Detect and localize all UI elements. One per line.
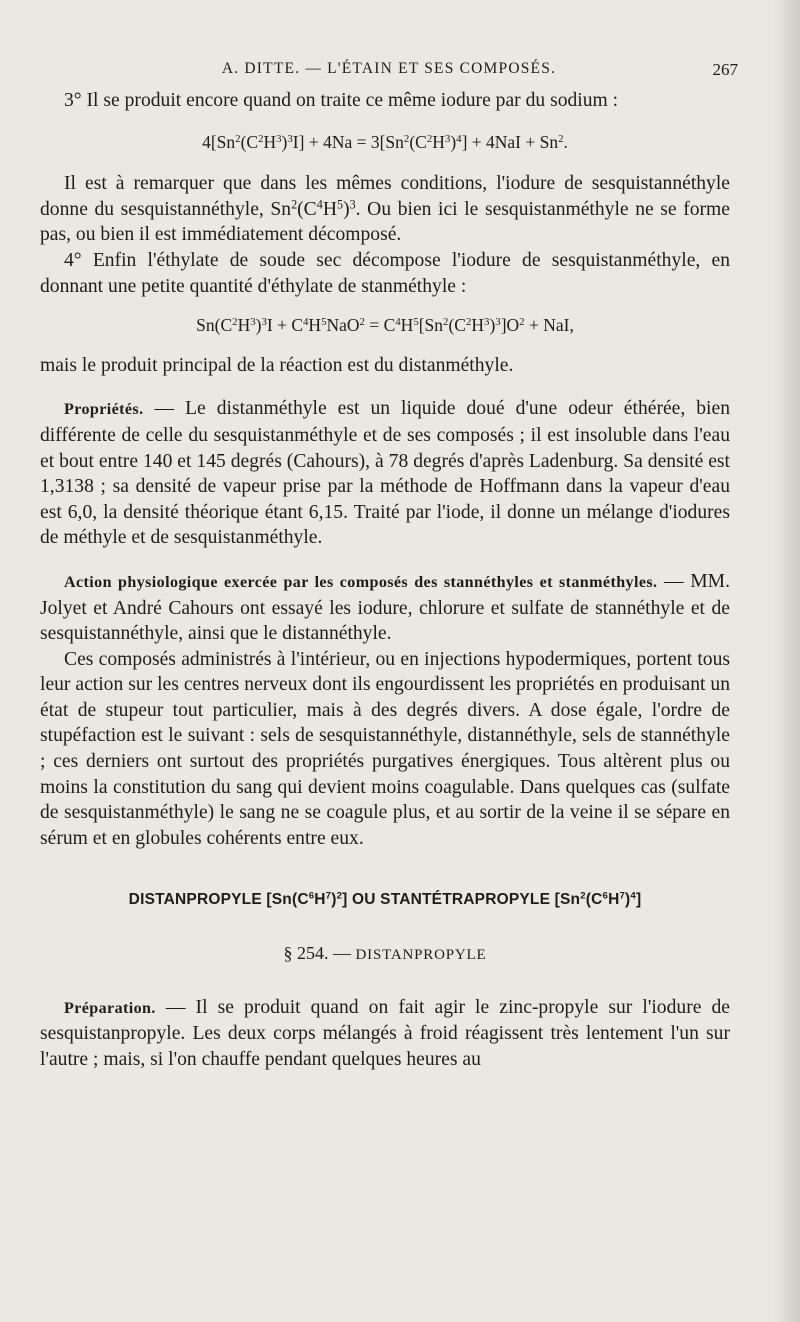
paragraph-preparation: Préparation. — Il se produit quand on fait agir le zinc-propyle sur l'iodure de sesquistanpropyle. Les deux corps mélangés à froid réagissent très lentement l'un sur l'autre ; mais, si l'on chauffe pendant quelques heures au	[40, 996, 730, 1070]
equation-sodium: $4[Sn^2(C^2H^3)^3I] + 4Na = 3[Sn^2(C^2H^3)^4] + 4NaI + Sn^2$.	[202, 131, 568, 152]
equation-ethylate: $Sn(C^2H^3)^3I + C^4H^5NaO^2 = C^4H^5[Sn^2(C^2H^3)^3]O^2$ + NaI,	[196, 315, 574, 336]
run-in-heading-properties: Propriétés.	[64, 401, 144, 419]
page-edge-shadow	[772, 0, 800, 1322]
run-in-heading-physiological: Action physiologique exercée par les composés des stannéthyles et stanméthyles.	[64, 573, 658, 591]
paragraph-physiological-action: Action physiologique exercée par les composés des stannéthyles et stanméthyles. — MM. Jolyet et André Cahours ont essayé les iodure, chlorure et sulfate de stannéthyle et de sesquistannéthyle, ainsi que le distannéthyle.	[40, 570, 730, 645]
paragraph-remark: Il est à remarquer que dans les mêmes conditions, l'iodure de sesquistannéthyle donne du sesquistannéthyle, $Sn^2(C^4H^5)^3$. Ou bien ici le sesquistanméthyle ne se forme pas, ou bien il est immédiatement décomposé.	[40, 173, 730, 246]
paragraph-ethylate: 4° Enfin l'éthylate de soude sec décompose l'iodure de sesquistanméthyle, en donnant une petite quantité d'éthylate de stanméthyle :	[40, 249, 730, 297]
section-number: § 254. — DISTANPROPYLE	[283, 943, 487, 964]
run-in-heading-preparation: Préparation.	[64, 999, 156, 1017]
paragraph-effects: Ces composés administrés à l'intérieur, ou en injections hypodermiques, portent tous leur action sur les centres nerveux dont ils engourdissent les propriétés en produisant un état de stupeur tout particulier, mais à des degrés divers. A dose égale, l'ordre de stupéfaction est le suivant : sels de sesquistannéthyle, distannéthyle, sels de stannéthyle ; ces derniers ont surtout des propriétés purgatives énergiques. Tous altèrent plus ou moins la constitution du sang qui devient moins coagulable. Dans quelques cas (sulfate de sesquistanméthyle) le sang ne se coagule plus, et au sortir de la veine il se sépare en sérum et en globules cohérents entre eux.	[40, 648, 730, 849]
paragraph-main-product: mais le produit principal de la réaction est du distanméthyle.	[40, 354, 514, 376]
running-title: A. DITTE. — L'ÉTAIN ET SES COMPOSÉS.	[221, 60, 557, 77]
section-title: DISTANPROPYLE $[Sn(C^6H^7)^2]$ OU STANTÉTRAPROPYLE $[Sn^2(C^6H^7)^4]$	[128, 891, 642, 909]
paragraph-properties: Propriétés. — Le distanméthyle est un liquide doué d'une odeur éthérée, bien différente de celle du sesquistanméthyle et de ses composés ; il est insoluble dans l'eau et bout entre 140 et 145 degrés (Cahours), à 78 degrés d'après Ladenburg. Sa densité est 1,3138 ; sa densité de vapeur prise par la méthode de Hoffmann dans la vapeur d'eau est 6,0, la densité théorique étant 6,15. Traité par l'iode, il donne un mélange d'iodures de méthyle et de sesquistanméthyle.	[40, 398, 730, 549]
page-number: 267	[712, 60, 738, 79]
running-header	[40, 60, 738, 84]
paragraph-sodium: 3° Il se produit encore quand on traite ce même iodure par du sodium :	[64, 90, 619, 111]
body-text	[40, 88, 730, 1072]
